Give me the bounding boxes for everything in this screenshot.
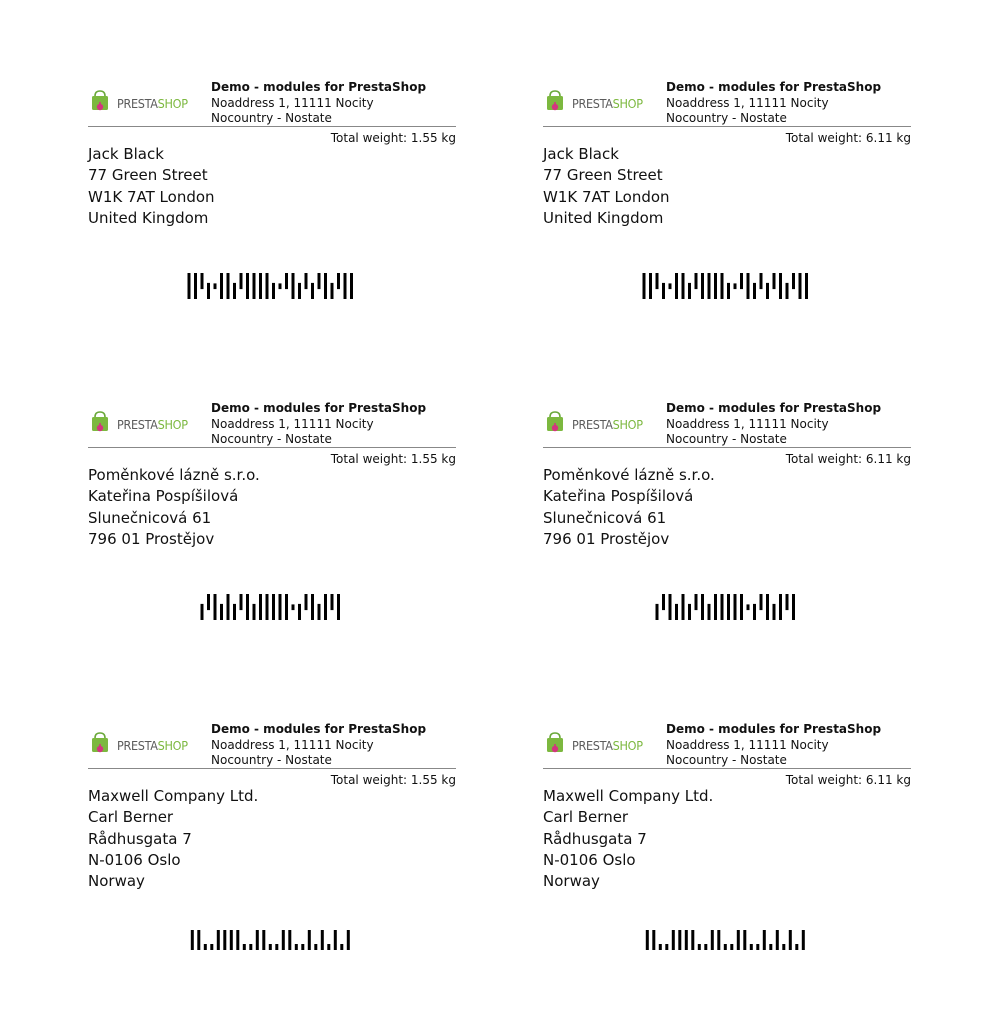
barcode-bar <box>318 604 321 620</box>
address-line: 796 01 Prostějov <box>543 529 670 548</box>
barcode-bar <box>753 283 756 299</box>
sender-region: Nocountry - Nostate <box>666 753 787 767</box>
barcode-bar <box>308 930 311 950</box>
barcode-bar <box>246 273 249 299</box>
barcode-bar <box>347 930 350 950</box>
barcode <box>543 930 911 950</box>
barcode-bar <box>285 273 288 289</box>
address-line: W1K 7AT London <box>88 187 215 206</box>
address-line: Maxwell Company Ltd. <box>88 787 259 805</box>
sender-region: Nocountry - Nostate <box>211 111 332 125</box>
barcode-bar <box>721 273 724 299</box>
barcode-bar <box>266 594 269 620</box>
barcode-bar <box>760 273 763 289</box>
sender-street: Noaddress 1, 11111 Nocity <box>666 416 829 431</box>
barcode-bar <box>730 944 733 950</box>
total-weight: Total weight: 1.55 kg <box>330 131 456 145</box>
barcode-bar <box>682 594 685 620</box>
barcode-bar <box>652 930 655 950</box>
barcode-bar <box>669 594 672 620</box>
sender-company: Demo - modules for PrestaShop <box>666 80 882 94</box>
barcode-bar <box>665 944 668 950</box>
barcode-bar <box>334 930 337 950</box>
barcode-bar <box>253 273 256 299</box>
barcode-bar <box>773 604 776 620</box>
sender-block <box>666 722 881 769</box>
barcode-bar <box>695 594 698 610</box>
barcode-bar <box>799 273 802 299</box>
address-line: Kateřina Pospíšilová <box>543 487 694 506</box>
barcode-bar <box>766 283 769 299</box>
barcode-bar <box>691 930 694 950</box>
barcode-bar <box>191 930 194 950</box>
barcode-bar <box>279 283 282 289</box>
prestashop-logo <box>91 409 188 439</box>
logo-text-presta: PRESTA <box>117 417 158 432</box>
address-line: Norway <box>543 872 600 891</box>
barcode-bar <box>727 283 730 299</box>
recipient-address <box>543 465 715 550</box>
barcode-bar <box>708 604 711 620</box>
barcode-bar <box>795 944 798 950</box>
barcode-bar <box>243 944 246 950</box>
barcode-bar <box>311 594 314 620</box>
barcode-bar <box>249 944 252 950</box>
barcode-bar <box>262 930 265 950</box>
sender-company: Demo - modules for PrestaShop <box>211 722 427 736</box>
logo-text-presta: PRESTA <box>572 738 613 753</box>
barcode-bar <box>344 273 347 299</box>
barcode-bar <box>314 944 317 950</box>
logo-text-shop: SHOP <box>157 738 188 753</box>
barcode-bar <box>675 604 678 620</box>
prestashop-logo <box>91 88 188 118</box>
sender-street: Noaddress 1, 11111 Nocity <box>211 416 374 431</box>
address-line: United Kingdom <box>88 208 209 227</box>
address-line: Rådhusgata 7 <box>88 829 192 848</box>
barcode-bar <box>776 930 779 950</box>
barcode-bar <box>259 594 262 620</box>
barcode-bar <box>246 594 249 620</box>
barcode-bar <box>197 930 200 950</box>
sender-company: Demo - modules for PrestaShop <box>211 80 427 94</box>
sender-street: Noaddress 1, 11111 Nocity <box>666 95 829 110</box>
address-line: United Kingdom <box>543 208 664 227</box>
logo-text-presta: PRESTA <box>117 96 158 111</box>
prestashop-logo <box>546 409 643 439</box>
prestashop-logo <box>546 730 643 760</box>
barcode-bar <box>301 944 304 950</box>
barcode-bar <box>792 273 795 289</box>
barcode-bar <box>201 273 204 289</box>
barcode-bar <box>688 283 691 299</box>
address-line: Carl Berner <box>88 808 174 827</box>
barcode <box>543 594 911 620</box>
shopping-bag-icon <box>91 411 109 433</box>
barcode-bar <box>701 273 704 299</box>
shipping-label-6 <box>543 722 911 1022</box>
shipping-label-2 <box>543 80 911 380</box>
sender-street: Noaddress 1, 11111 Nocity <box>666 737 829 752</box>
barcode-bar <box>288 930 291 950</box>
barcode-bar <box>282 930 285 950</box>
barcode-bar <box>220 273 223 299</box>
shipping-label-5 <box>88 722 456 1022</box>
address-line: Slunečnicová 61 <box>88 508 212 527</box>
sender-company: Demo - modules for PrestaShop <box>211 401 427 415</box>
logo-text-presta: PRESTA <box>572 96 613 111</box>
address-line: Jack Black <box>543 145 619 163</box>
sender-street: Noaddress 1, 11111 Nocity <box>211 737 374 752</box>
barcode-bar <box>656 273 659 289</box>
sender-region: Nocountry - Nostate <box>211 432 332 446</box>
barcode-bar <box>279 594 282 620</box>
sender-block <box>211 722 426 769</box>
barcode-bar <box>717 930 720 950</box>
address-line: 77 Green Street <box>543 166 663 185</box>
recipient-address <box>543 144 670 229</box>
barcode-bar <box>298 604 301 620</box>
total-weight: Total weight: 6.11 kg <box>785 131 911 145</box>
barcode-bar <box>272 594 275 620</box>
shopping-bag-icon <box>546 411 564 433</box>
barcode-bar <box>256 930 259 950</box>
logo-text-shop: SHOP <box>157 417 188 432</box>
barcode-bar <box>240 594 243 610</box>
barcode-bar <box>350 273 353 299</box>
barcode-bar <box>295 944 298 950</box>
logo-text-presta: PRESTA <box>572 417 613 432</box>
logo-text-presta: PRESTA <box>117 738 158 753</box>
barcode-bar <box>737 930 740 950</box>
address-line: Jack Black <box>88 145 164 163</box>
barcode-bar <box>656 604 659 620</box>
barcode-bar <box>292 273 295 299</box>
barcode-bar <box>236 930 239 950</box>
sender-block <box>666 401 881 448</box>
address-line: Carl Berner <box>543 808 629 827</box>
barcode-bar <box>201 604 204 620</box>
barcode-bar <box>305 594 308 610</box>
barcode-bar <box>740 594 743 620</box>
barcode-bar <box>747 604 750 610</box>
address-line: Poměnkové lázně s.r.o. <box>88 466 260 484</box>
sender-block <box>666 80 881 127</box>
barcode-bar <box>727 594 730 620</box>
sender-block <box>211 80 426 127</box>
address-line: N-0106 Oslo <box>88 850 181 869</box>
barcode-bar <box>734 283 737 289</box>
barcode-bar <box>708 273 711 299</box>
divider <box>88 126 456 127</box>
barcode-bar <box>782 944 785 950</box>
barcode-bar <box>318 273 321 289</box>
divider <box>543 126 911 127</box>
prestashop-logo <box>91 730 188 760</box>
barcode-bar <box>786 283 789 299</box>
address-line: Norway <box>88 872 145 891</box>
barcode-bar <box>675 273 678 299</box>
sender-region: Nocountry - Nostate <box>666 111 787 125</box>
barcode-bar <box>331 283 334 299</box>
barcode-bar <box>649 273 652 299</box>
barcode-bar <box>704 944 707 950</box>
barcode-bar <box>669 283 672 289</box>
barcode-bar <box>194 273 197 299</box>
address-line: Kateřina Pospíšilová <box>88 487 239 506</box>
barcode-bar <box>659 944 662 950</box>
barcode-bar <box>701 594 704 620</box>
barcode-bar <box>210 944 213 950</box>
sender-region: Nocountry - Nostate <box>666 432 787 446</box>
barcode-bar <box>685 930 688 950</box>
recipient-address <box>88 465 260 550</box>
barcode-bar <box>695 273 698 289</box>
logo-text-shop: SHOP <box>612 738 643 753</box>
barcode-bar <box>240 273 243 289</box>
total-weight: Total weight: 1.55 kg <box>330 452 456 466</box>
barcode-bar <box>773 273 776 289</box>
barcode-bar <box>321 930 324 950</box>
barcode-bar <box>714 594 717 620</box>
barcode-bar <box>786 594 789 610</box>
total-weight: Total weight: 6.11 kg <box>785 773 911 787</box>
barcode-bar <box>721 594 724 620</box>
sender-block <box>211 401 426 448</box>
total-weight: Total weight: 1.55 kg <box>330 773 456 787</box>
barcode <box>88 273 456 299</box>
shipping-label-3 <box>88 401 456 701</box>
divider <box>543 447 911 448</box>
barcode-bar <box>802 930 805 950</box>
barcode-bar <box>327 944 330 950</box>
barcode-bar <box>230 930 233 950</box>
barcode-bar <box>259 273 262 299</box>
address-line: Rådhusgata 7 <box>543 829 647 848</box>
barcode-bar <box>214 594 217 620</box>
barcode-bar <box>688 604 691 620</box>
barcode-bar <box>324 273 327 299</box>
sender-street: Noaddress 1, 11111 Nocity <box>211 95 374 110</box>
address-line: 77 Green Street <box>88 166 208 185</box>
barcode-bar <box>220 604 223 620</box>
recipient-address <box>88 144 215 229</box>
barcode-bar <box>223 930 226 950</box>
barcode-bar <box>643 273 646 299</box>
shopping-bag-icon <box>91 732 109 754</box>
barcode-bar <box>337 273 340 289</box>
barcode <box>88 594 456 620</box>
barcode-bar <box>292 604 295 610</box>
barcode-bar <box>760 594 763 610</box>
barcode-bar <box>337 594 340 620</box>
barcode-bar <box>779 594 782 620</box>
logo-text-shop: SHOP <box>157 96 188 111</box>
barcode-bar <box>747 273 750 299</box>
prestashop-logo <box>546 88 643 118</box>
recipient-address <box>543 786 713 892</box>
barcode-bar <box>763 930 766 950</box>
barcode-bar <box>311 283 314 299</box>
barcode-bar <box>207 594 210 610</box>
divider <box>88 768 456 769</box>
address-line: 796 01 Prostějov <box>88 529 215 548</box>
shipping-label-4 <box>543 401 911 701</box>
barcode-bar <box>779 273 782 299</box>
barcode-bar <box>227 594 230 620</box>
barcode-bar <box>805 273 808 299</box>
barcode-bar <box>217 930 220 950</box>
barcode-bar <box>698 944 701 950</box>
barcode-bar <box>233 283 236 299</box>
barcode <box>88 930 456 950</box>
barcode-bar <box>233 604 236 620</box>
address-line: N-0106 Oslo <box>543 850 636 869</box>
address-line: Poměnkové lázně s.r.o. <box>543 466 715 484</box>
barcode-bar <box>188 273 191 299</box>
shopping-bag-icon <box>546 732 564 754</box>
address-line: W1K 7AT London <box>543 187 670 206</box>
barcode-bar <box>214 283 217 289</box>
barcode-bar <box>298 283 301 299</box>
barcode-bar <box>662 594 665 610</box>
barcode-bar <box>724 944 727 950</box>
barcode-bar <box>646 930 649 950</box>
barcode-bar <box>714 273 717 299</box>
barcode-bar <box>766 594 769 620</box>
address-line: Maxwell Company Ltd. <box>543 787 714 805</box>
barcode-bar <box>672 930 675 950</box>
barcode-bar <box>682 273 685 299</box>
logo-text-shop: SHOP <box>612 96 643 111</box>
barcode-bar <box>266 273 269 299</box>
barcode-bar <box>269 944 272 950</box>
barcode-bar <box>324 594 327 620</box>
divider <box>543 768 911 769</box>
recipient-address <box>88 786 258 892</box>
barcode-bar <box>340 944 343 950</box>
barcode-bar <box>678 930 681 950</box>
barcode-bar <box>789 930 792 950</box>
sender-company: Demo - modules for PrestaShop <box>666 722 882 736</box>
logo-text-shop: SHOP <box>612 417 643 432</box>
sender-region: Nocountry - Nostate <box>211 753 332 767</box>
barcode-bar <box>711 930 714 950</box>
barcode-bar <box>253 604 256 620</box>
barcode-bar <box>207 283 210 299</box>
barcode-bar <box>305 273 308 289</box>
barcode-bar <box>227 273 230 299</box>
barcode-bar <box>743 930 746 950</box>
barcode-bar <box>769 944 772 950</box>
total-weight: Total weight: 6.11 kg <box>785 452 911 466</box>
barcode-bar <box>272 283 275 299</box>
barcode-bar <box>204 944 207 950</box>
shipping-label-1 <box>88 80 456 380</box>
shopping-bag-icon <box>546 90 564 112</box>
barcode-bar <box>662 283 665 299</box>
barcode-bar <box>740 273 743 289</box>
barcode-bar <box>750 944 753 950</box>
barcode-bar <box>792 594 795 620</box>
divider <box>88 447 456 448</box>
shopping-bag-icon <box>91 90 109 112</box>
barcode-bar <box>756 944 759 950</box>
barcode-bar <box>753 604 756 620</box>
barcode-bar <box>331 594 334 610</box>
barcode <box>543 273 911 299</box>
barcode-bar <box>734 594 737 620</box>
barcode-bar <box>285 594 288 620</box>
sender-company: Demo - modules for PrestaShop <box>666 401 882 415</box>
address-line: Slunečnicová 61 <box>543 508 667 527</box>
barcode-bar <box>275 944 278 950</box>
